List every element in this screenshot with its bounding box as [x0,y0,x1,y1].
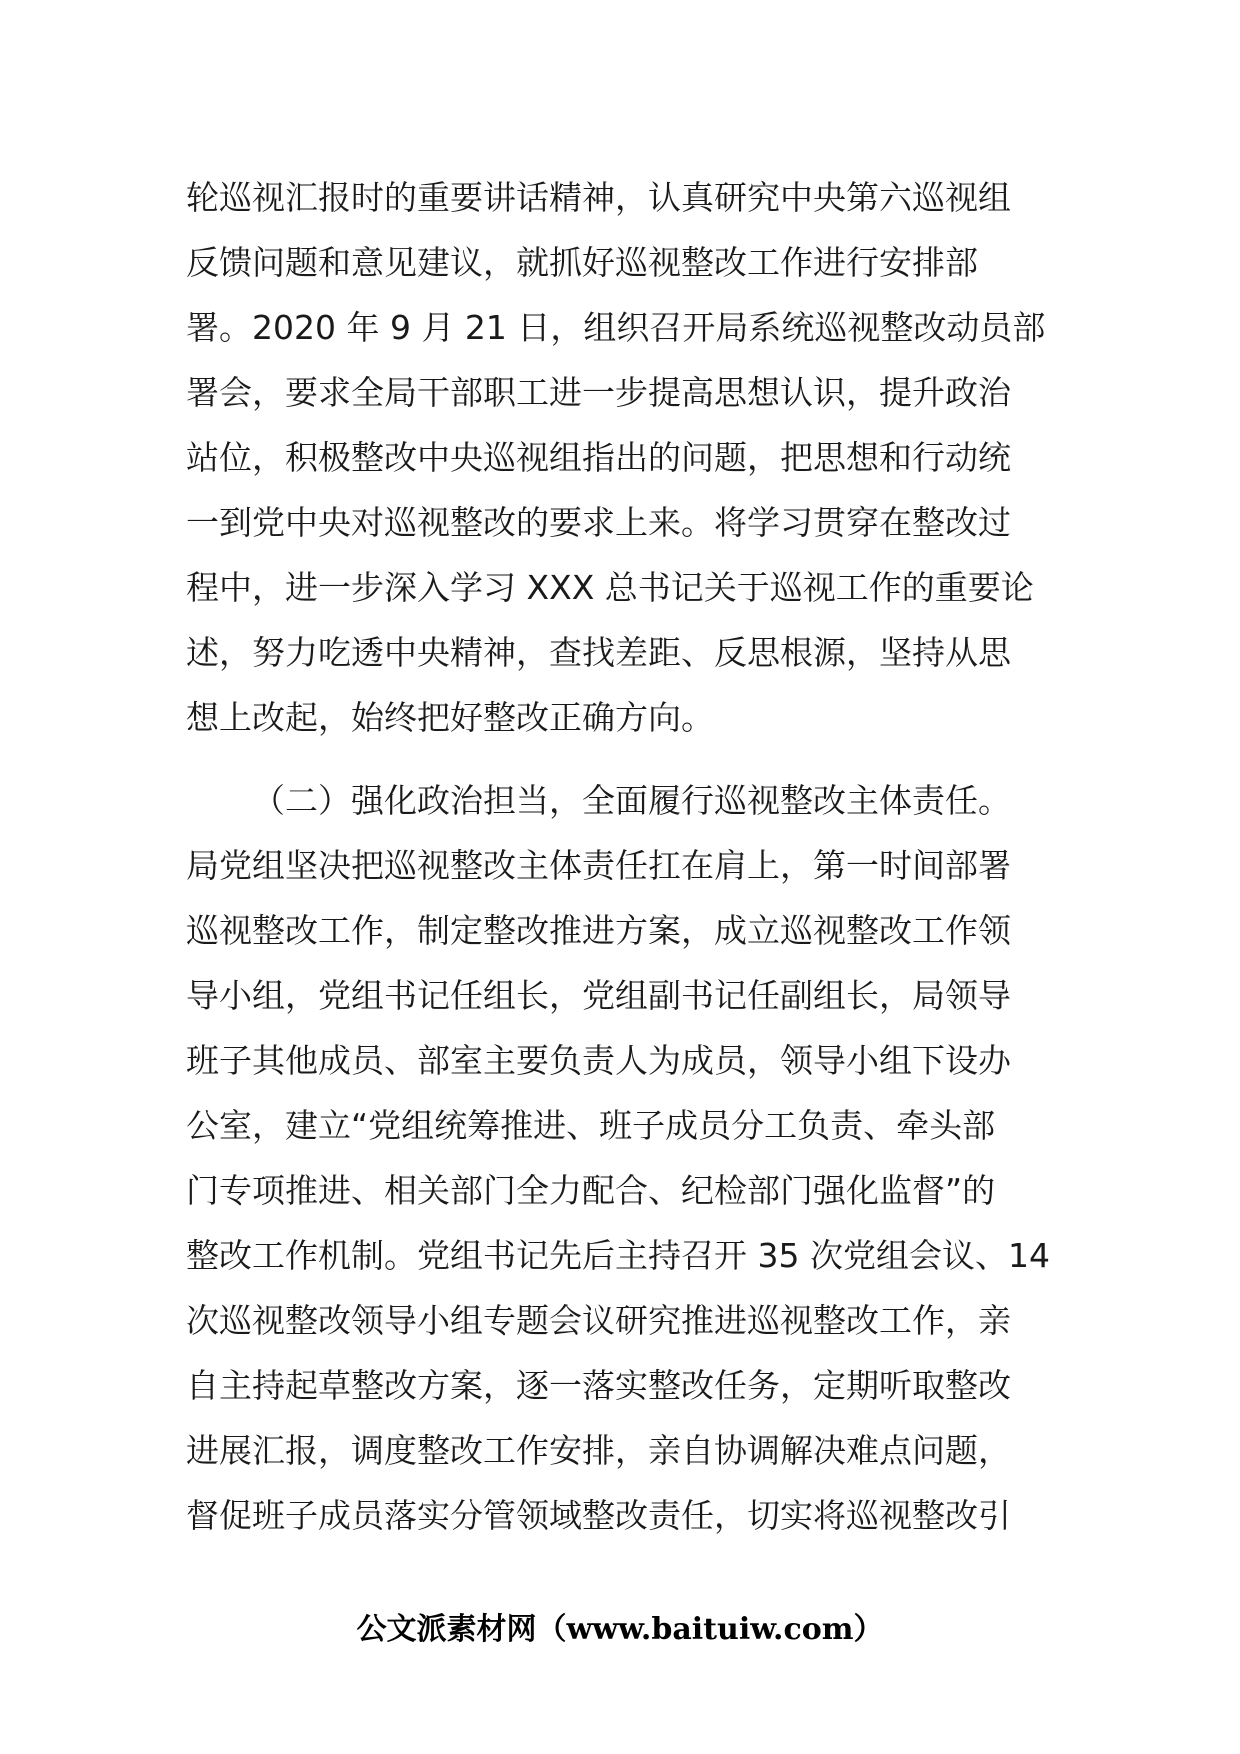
text-line: 程中，进一步深入学习 XXX 总书记关于巡视工作的重要论 [186,568,1034,607]
text-line: 进展汇报，调度整改工作安排，亲自协调解决难点问题， [186,1431,1011,1470]
text-line: 整改工作机制。党组书记先后主持召开 35 次党组会议、14 [186,1236,1050,1275]
text-line: 署。2020 年 9 月 21 日，组织召开局系统巡视整改动员部 [186,308,1046,347]
text-line: 局党组坚决把巡视整改主体责任扛在肩上，第一时间部署 [186,846,1011,885]
text-line: 站位，积极整改中央巡视组指出的问题，把思想和行动统 [186,438,1011,477]
text-line: 督促班子成员落实分管领域整改责任，切实将巡视整改引 [186,1496,1011,1535]
text-line: 署会，要求全局干部职工进一步提高思想认识，提升政治 [186,373,1011,412]
section-heading-line: （二）强化政治担当，全面履行巡视整改主体责任。 [252,781,1011,820]
paragraph-spacer [186,750,1066,768]
text-line: 一到党中央对巡视整改的要求上来。将学习贯穿在整改过 [186,503,1011,542]
text-line: 轮巡视汇报时的重要讲话精神，认真研究中央第六巡视组 [186,178,1011,217]
text-line: 班子其他成员、部室主要负责人为成员，领导小组下设办 [186,1041,1011,1080]
text-line: 巡视整改工作，制定整改推进方案，成立巡视整改工作领 [186,911,1011,950]
text-line: 导小组，党组书记任组长，党组副书记任副组长，局领导 [186,976,1011,1015]
paragraph-2 [186,768,1066,1548]
page-footer: 公文派素材网（www.baituiw.com） [356,1612,884,1647]
text-line: 自主持起草整改方案，逐一落实整改任务，定期听取整改 [186,1366,1011,1405]
text-line: 公室，建立“党组统筹推进、班子成员分工负责、牵头部 [186,1106,996,1145]
body-text [186,165,1066,1548]
text-line: 次巡视整改领导小组专题会议研究推进巡视整改工作，亲 [186,1301,1011,1340]
text-line: 述，努力吃透中央精神，查找差距、反思根源，坚持从思 [186,633,1011,672]
paragraph-1 [186,165,1066,750]
text-line: 反馈问题和意见建议，就抓好巡视整改工作进行安排部 [186,243,978,282]
text-line: 门专项推进、相关部门全力配合、纪检部门强化监督”的 [186,1171,996,1210]
text-line: 想上改起，始终把好整改正确方向。 [186,698,714,737]
